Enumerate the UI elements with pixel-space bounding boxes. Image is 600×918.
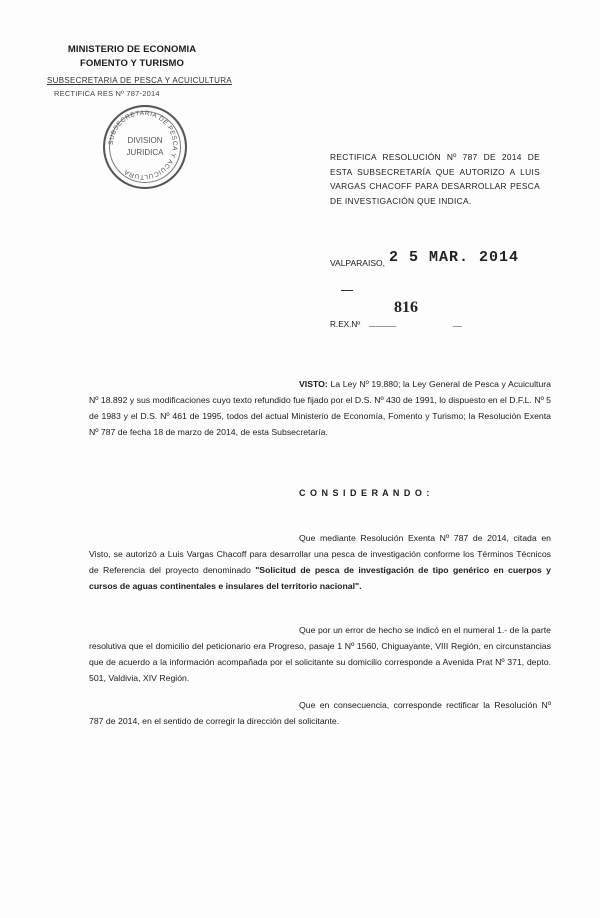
- visto-label: VISTO:: [299, 379, 328, 389]
- resolution-blank: ______: [369, 318, 397, 327]
- ministry-subtitle: FOMENTO Y TURISMO: [79, 58, 185, 69]
- considerando-p2-text: Que por un error de hecho se indicó en el numeral 1.- de la parte resolutiva que el domicilio del peticionario era Progreso, pasaje 1 Nº 1560, Chiguayante, VIII Región, en circunstancias que de acuerdo a la información acompañada por el solicitante su domicilio corresponde a Avenida Prat Nº 371, depto. 501, Valdivia, XIV Región.: [89, 625, 551, 683]
- considerando-paragraph-2: [89, 622, 551, 686]
- subsecretaria-label: SUBSECRETARIA DE PESCA Y ACUICULTURA: [47, 76, 232, 85]
- considerando-paragraph-1: [89, 530, 551, 594]
- reference-summary: RECTIFICA RESOLUCIÓN Nº 787 DE 2014 DE ESTA SUBSECRETARÍA QUE AUTORIZO A LUIS VARGAS CHACOFF PARA DESARROLLAR PESCA DE INVESTIGACIÓN QUE INDICA.: [330, 152, 540, 206]
- ministry-title: MINISTERIO DE ECONOMIA: [67, 44, 197, 55]
- visto-text: La Ley Nº 19.880; la Ley General de Pesca y Acuicultura Nº 18.892 y sus modificaciones cuyo texto refundido fue fijado por el D.S. Nº 430 de 1991, lo dispuesto en el D.F.L. Nº 5 de 1983 y el D.S. Nº 461 de 1995, todos del actual Ministerio de Economía, Fomento y Turismo; la Resolución Exenta Nº 787 de fecha 18 de marzo de 2014, de esta Subsecretaría.: [89, 379, 552, 437]
- considerando-p1-text: Que mediante Resolución Exenta Nº 787 de 2014, citada en Visto, se autorizó a Luis Vargas Chacoff para desarrollar una pesca de investigación conforme los Términos Técnicos de Referencia del proyecto denominado: [89, 533, 551, 575]
- resolution-number: 816: [394, 299, 418, 316]
- resolution-blank-2: __: [453, 318, 463, 327]
- number-dash: [341, 290, 353, 291]
- considerando-p3-text: Que en consecuencia, corresponde rectificar la Resolución Nº 787 de 2014, en el sentido de corregir la dirección del solicitante.: [89, 700, 551, 726]
- considerando-paragraph-3: [89, 697, 551, 729]
- division-juridica-stamp: [103, 105, 187, 189]
- stamp-line-2: JURIDICA: [126, 148, 164, 157]
- stamp-ring-text: SUBSECRETARIA DE PESCA Y ACUICULTURA: [107, 109, 179, 181]
- place-label: VALPARAISO,: [330, 258, 385, 268]
- stamp-line-1: DIVISION: [127, 136, 163, 145]
- rectification-code: RECTIFICA RES Nº 787-2014: [54, 89, 160, 98]
- considerando-title: C O N S I D E R A N D O :: [299, 488, 431, 498]
- resolution-label: R.EX.Nº: [330, 320, 361, 329]
- date-stamp: 2 5 MAR. 2014: [389, 249, 520, 266]
- project-name: "Solicitud de pesca de investigación de tipo genérico en cuerpos y cursos de aguas continentales e insulares del territorio nacional".: [89, 565, 551, 591]
- visto-paragraph: [89, 376, 551, 440]
